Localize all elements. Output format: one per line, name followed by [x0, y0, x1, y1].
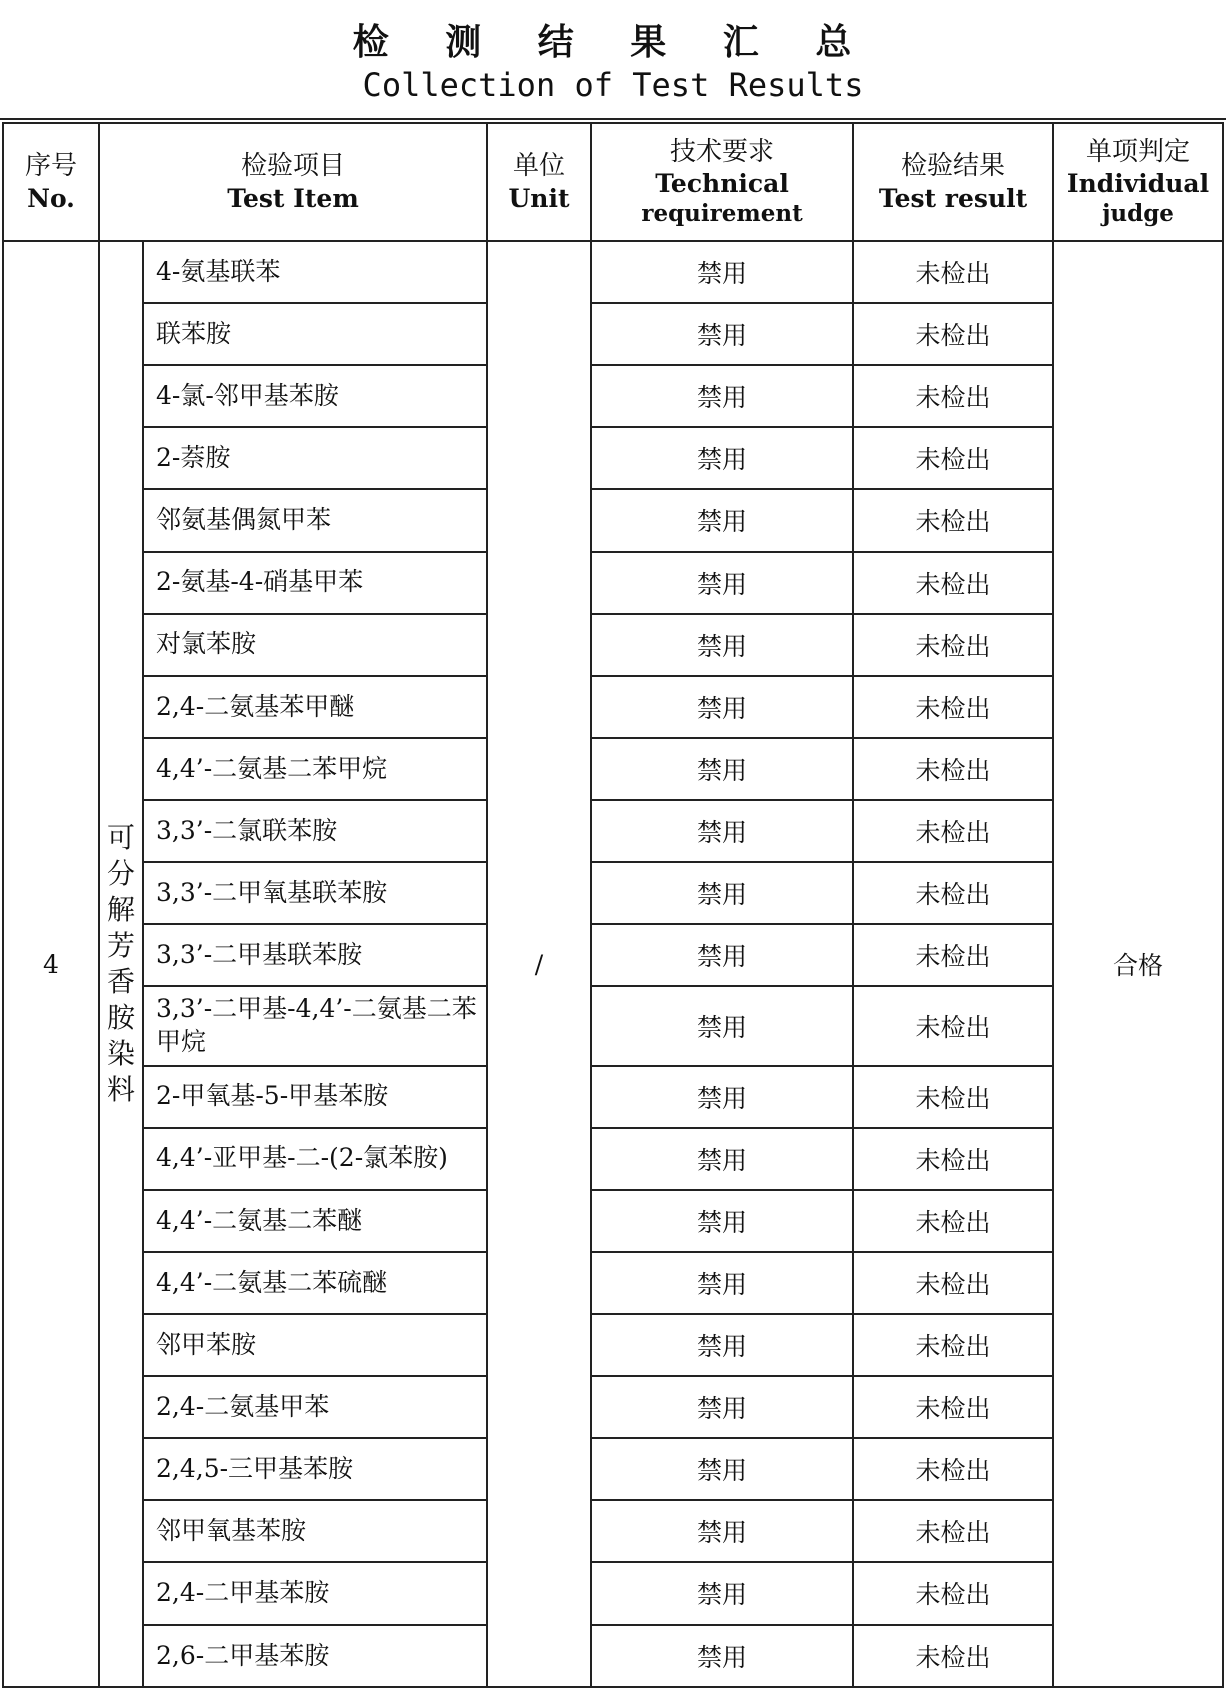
test-item-name: 2,4-二甲基苯胺	[143, 1562, 487, 1624]
test-item-name: 2,4-二氨基苯甲醚	[143, 676, 487, 738]
technical-requirement: 禁用	[591, 1438, 853, 1500]
table-row	[3, 1314, 1223, 1376]
test-item-name: 2,6-二甲基苯胺	[143, 1625, 487, 1687]
table-row	[3, 489, 1223, 551]
test-result: 未检出	[853, 1438, 1053, 1500]
col-header-requirement	[591, 123, 853, 241]
col-header-requirement-cn: 技术要求	[670, 136, 775, 167]
test-result: 未检出	[853, 1066, 1053, 1128]
col-header-judge	[1053, 123, 1223, 241]
col-header-requirement-en1: Technical	[655, 169, 789, 199]
col-header-no	[3, 123, 99, 241]
test-result: 未检出	[853, 614, 1053, 676]
table-row	[3, 924, 1223, 986]
test-item-name: 2,4,5-三甲基苯胺	[143, 1438, 487, 1500]
table-row	[3, 1252, 1223, 1314]
col-header-item	[99, 123, 487, 241]
technical-requirement: 禁用	[591, 862, 853, 924]
test-item-name: 3,3’-二甲基-4,4’-二氨基二苯甲烷	[143, 986, 487, 1065]
test-item-name: 邻甲氧基苯胺	[143, 1500, 487, 1562]
test-item-name: 4,4’-二氨基二苯醚	[143, 1190, 487, 1252]
results-body	[3, 241, 1223, 1687]
col-header-unit	[487, 123, 591, 241]
test-result: 未检出	[853, 365, 1053, 427]
test-result: 未检出	[853, 1625, 1053, 1687]
table-row	[3, 1128, 1223, 1190]
technical-requirement: 禁用	[591, 365, 853, 427]
technical-requirement: 禁用	[591, 800, 853, 862]
technical-requirement: 禁用	[591, 924, 853, 986]
table-row	[3, 365, 1223, 427]
technical-requirement: 禁用	[591, 303, 853, 365]
test-item-name: 4,4’-二氨基二苯硫醚	[143, 1252, 487, 1314]
col-header-unit-en: Unit	[508, 183, 570, 213]
technical-requirement: 禁用	[591, 738, 853, 800]
test-item-name: 2-甲氧基-5-甲基苯胺	[143, 1066, 487, 1128]
technical-requirement: 禁用	[591, 427, 853, 489]
test-item-name: 2-氨基-4-硝基甲苯	[143, 552, 487, 614]
individual-judgement: 合格	[1053, 241, 1223, 1687]
test-item-name: 3,3’-二甲氧基联苯胺	[143, 862, 487, 924]
technical-requirement: 禁用	[591, 1066, 853, 1128]
test-result: 未检出	[853, 303, 1053, 365]
test-result: 未检出	[853, 427, 1053, 489]
col-header-judge-en1: Individual	[1066, 169, 1210, 199]
technical-requirement: 禁用	[591, 1128, 853, 1190]
table-row	[3, 303, 1223, 365]
col-header-no-cn: 序号	[24, 151, 77, 182]
table-row	[3, 1500, 1223, 1562]
technical-requirement: 禁用	[591, 489, 853, 551]
test-result: 未检出	[853, 986, 1053, 1065]
table-row	[3, 1376, 1223, 1438]
test-result: 未检出	[853, 1314, 1053, 1376]
col-header-item-cn: 检验项目	[241, 151, 346, 182]
test-item-name: 邻甲苯胺	[143, 1314, 487, 1376]
table-row	[3, 738, 1223, 800]
test-result: 未检出	[853, 1562, 1053, 1624]
col-header-judge-cn: 单项判定	[1086, 136, 1191, 167]
test-item-name: 联苯胺	[143, 303, 487, 365]
technical-requirement: 禁用	[591, 986, 853, 1065]
table-row	[3, 1562, 1223, 1624]
table-row	[3, 862, 1223, 924]
test-result: 未检出	[853, 1252, 1053, 1314]
table-row	[3, 427, 1223, 489]
col-header-unit-cn: 单位	[513, 151, 566, 182]
table-row	[3, 614, 1223, 676]
test-result: 未检出	[853, 1190, 1053, 1252]
table-row	[3, 1066, 1223, 1128]
item-group-label: 可 分 解 芳 香 胺 染 料	[99, 241, 143, 1687]
technical-requirement: 禁用	[591, 1252, 853, 1314]
technical-requirement: 禁用	[591, 1190, 853, 1252]
col-header-result	[853, 123, 1053, 241]
test-result: 未检出	[853, 676, 1053, 738]
test-item-name: 4-氯-邻甲基苯胺	[143, 365, 487, 427]
unit-value: /	[487, 241, 591, 1687]
col-header-result-cn: 检验结果	[901, 151, 1006, 182]
row-number: 4	[3, 241, 99, 1687]
table-row	[3, 552, 1223, 614]
test-result: 未检出	[853, 800, 1053, 862]
technical-requirement: 禁用	[591, 552, 853, 614]
test-result: 未检出	[853, 552, 1053, 614]
test-item-name: 4,4’-亚甲基-二-(2-氯苯胺)	[143, 1128, 487, 1190]
col-header-judge-en2: judge	[1102, 199, 1174, 227]
technical-requirement: 禁用	[591, 1562, 853, 1624]
table-row	[3, 1438, 1223, 1500]
col-header-requirement-en2: requirement	[641, 199, 803, 227]
test-result: 未检出	[853, 1128, 1053, 1190]
test-result: 未检出	[853, 924, 1053, 986]
test-item-name: 4-氨基联苯	[143, 241, 487, 303]
col-header-no-en: No.	[27, 183, 75, 213]
test-result: 未检出	[853, 241, 1053, 303]
test-item-name: 3,3’-二氯联苯胺	[143, 800, 487, 862]
title-block	[0, 0, 1226, 120]
col-header-item-en: Test Item	[227, 183, 359, 213]
technical-requirement: 禁用	[591, 614, 853, 676]
test-item-name: 2,4-二氨基甲苯	[143, 1376, 487, 1438]
results-table	[2, 122, 1224, 1688]
table-row	[3, 1625, 1223, 1687]
test-result: 未检出	[853, 738, 1053, 800]
technical-requirement: 禁用	[591, 1625, 853, 1687]
test-item-name: 2-萘胺	[143, 427, 487, 489]
title-english: Collection of Test Results	[362, 66, 864, 104]
test-item-name: 3,3’-二甲基联苯胺	[143, 924, 487, 986]
col-header-result-en: Test result	[878, 183, 1028, 213]
table-row	[3, 1190, 1223, 1252]
technical-requirement: 禁用	[591, 241, 853, 303]
table-row	[3, 986, 1223, 1065]
test-item-name: 对氯苯胺	[143, 614, 487, 676]
technical-requirement: 禁用	[591, 1500, 853, 1562]
test-result: 未检出	[853, 489, 1053, 551]
test-result: 未检出	[853, 862, 1053, 924]
test-result: 未检出	[853, 1376, 1053, 1438]
table-row	[3, 800, 1223, 862]
title-chinese: 检 测 结 果 汇 总	[352, 21, 874, 63]
test-result: 未检出	[853, 1500, 1053, 1562]
test-item-name: 邻氨基偶氮甲苯	[143, 489, 487, 551]
test-item-name: 4,4’-二氨基二苯甲烷	[143, 738, 487, 800]
table-row	[3, 241, 1223, 303]
technical-requirement: 禁用	[591, 676, 853, 738]
technical-requirement: 禁用	[591, 1376, 853, 1438]
header-row	[3, 123, 1223, 241]
technical-requirement: 禁用	[591, 1314, 853, 1376]
table-row	[3, 676, 1223, 738]
